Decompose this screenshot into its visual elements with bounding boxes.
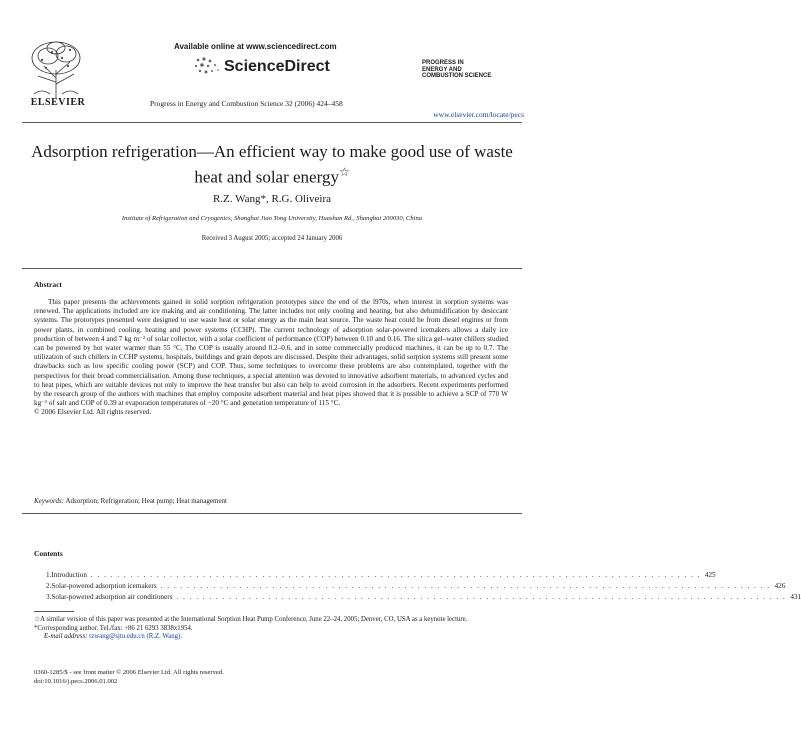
journal-logo-line: ENERGY AND xyxy=(422,66,462,73)
toc-item-title[interactable]: Introduction xyxy=(51,571,87,579)
journal-citation: Progress in Energy and Combustion Science 32 (2006) 424–458 xyxy=(150,99,343,108)
footnote-star: ☆A similar version of this paper was presented at the International Sorption Heat Pump Conference, June 22–24, 2005; Denver, CO, USA as a keynote lecture. xyxy=(34,616,468,623)
abstract-bottom-divider xyxy=(22,513,522,514)
toc-item-number: 3. xyxy=(46,593,52,601)
footnote-email-line xyxy=(34,633,508,642)
toc-item-page: 426 xyxy=(774,582,786,590)
toc-item-title[interactable]: Solar-powered adsorption icemakers xyxy=(51,582,157,590)
toc-item[interactable] xyxy=(46,571,716,582)
received-dates: Received 3 August 2005; accepted 24 January 2006 xyxy=(201,235,343,242)
doi-link[interactable]: doi:10.1016/j.pecs.2006.01.002 xyxy=(34,677,118,685)
keywords-line xyxy=(34,497,508,505)
toc-item[interactable] xyxy=(46,593,801,604)
footnote-corresponding: *Corresponding author. Tel./fax: +86 21 6293 3838x1954. xyxy=(34,624,193,632)
abstract-heading: Abstract xyxy=(34,280,62,289)
journal-logo-line: COMBUSTION SCIENCE xyxy=(422,73,492,79)
footnotes xyxy=(34,616,508,642)
journal-logo xyxy=(422,60,522,80)
keywords-list: Adsorption; Refrigeration; Heat pump; Heat management xyxy=(65,497,227,505)
abstract-copyright: © 2006 Elsevier Ltd. All rights reserved. xyxy=(34,408,152,417)
contents-heading: Contents xyxy=(34,549,63,558)
sciencedirect-logo-text: ScienceDirect xyxy=(224,58,330,75)
abstract-text: This paper presents the achievements gained in solid sorption refrigeration prototypes since the end of the l970s, when interest in sorption systems was renewed. The applications included are ice making and air conditioning. The latter includes not only cooling and heating, but also dehumidification by desiccant systems. The prototypes presented were designed to use waste heat or solar energy as the main heat source. The waste heat could be from diesel engines or from power plants, in combined cooling, heating and power systems (CCHP). The current technology of adsorption solar-powered icemakers allows a daily ice production of between 4 and 7 kg m⁻² of solar collector, with a solar coefficient of performance (COP) between 0.10 and 0.16. The silica gel–water chillers studied can be powered by hot water warmer than 55 °C. The COP is usually around 0.2–0.6, and in some commercially produced machines, it can be up to 0.7. The utilization of such chillers in CCHP systems, hospitals, buildings and grain depots are discussed. Despite their advantages, solid sorption systems still present some drawbacks such as low specific cooling power (SCP) and COP. Thus, some techniques to overcome these problems are also contemplated, together with the perspectives for their broad commercialisation. Among these techniques, a special attention was devoted to innovative adsorbent materials, to advanced cycles and to heat pipes, which are suitable devices not only to improve the heat transfer but also can help to avoid corrosion in the adsorbers. Recent experiments performed by the research group of the authors with machines that employ composite adsorbent material and heat pipes showed that it is possible to achieve a SCP of 770 W kg⁻¹ of salt and COP of 0.39 at evaporation temperatures of −20 °C and generation temperature of 115 °C. xyxy=(34,298,508,408)
available-online-text: Available online at www.sciencedirect.com xyxy=(174,42,337,51)
article-authors: R.Z. Wang*, R.G. Oliveira xyxy=(212,193,332,205)
toc-item-number: 1. xyxy=(46,571,52,579)
author-email-link[interactable]: rzwang@sjtu.edu.cn (R.Z. Wang). xyxy=(89,633,183,641)
sciencedirect-dots-icon xyxy=(192,56,222,76)
journal-logo-line: PROGRESS IN xyxy=(422,60,464,66)
issn-doi-block xyxy=(34,669,434,686)
toc-item-number: 2. xyxy=(46,582,52,590)
toc-item-page: 425 xyxy=(704,571,716,579)
publisher-name: ELSEVIER xyxy=(30,97,86,108)
article-title-text: Adsorption refrigeration—An efficient way to make good use of waste heat and solar energy xyxy=(31,142,513,187)
footnote-divider xyxy=(34,611,74,612)
author-affiliation: Institute of Refrigeration and Cryogenics, Shanghai Jiao Tong University, Huashan Rd., Shanghai 200030, China xyxy=(121,215,423,222)
header-divider xyxy=(22,122,522,123)
toc-item-title[interactable]: Solar-powered adsorption air conditioners xyxy=(51,593,173,601)
email-label: E-mail address: xyxy=(44,633,88,641)
toc-leader-dots: . . . . . . . . . . . . . . . . . . . . . . . . . . . . . . . . . . . . . . . . . . . . . . . . . . . . . . . . . . . . . . . . . . . . . . . . . . . . . . . . . . . . . . . . . . . . . xyxy=(90,571,701,579)
abstract-body xyxy=(34,298,508,418)
abstract-top-divider xyxy=(22,268,522,269)
toc-leader-dots: . . . . . . . . . . . . . . . . . . . . . . . . . . . . . . . . . . . . . . . . . . . . . . . . . . . . . . . . . . . . . . . . . . . . . . . . . . . . . . . . . . . . . . . . . . . . . xyxy=(176,593,787,601)
toc-leader-dots: . . . . . . . . . . . . . . . . . . . . . . . . . . . . . . . . . . . . . . . . . . . . . . . . . . . . . . . . . . . . . . . . . . . . . . . . . . . . . . . . . . . . . . . . . . . . . xyxy=(160,582,771,590)
journal-url-link[interactable]: www.elsevier.com/locate/pecs xyxy=(433,110,524,119)
toc-item-page: 431 xyxy=(790,593,801,601)
toc-item[interactable] xyxy=(46,582,786,593)
keywords-label: Keywords: xyxy=(34,497,65,505)
title-footnote-mark[interactable]: ☆ xyxy=(338,165,350,179)
elsevier-tree-logo xyxy=(26,38,86,100)
issn-line: 0360-1285/$ - see front matter © 2006 Elsevier Ltd. All rights reserved. xyxy=(34,669,224,676)
table-of-contents xyxy=(46,571,801,604)
article-title xyxy=(22,142,522,188)
